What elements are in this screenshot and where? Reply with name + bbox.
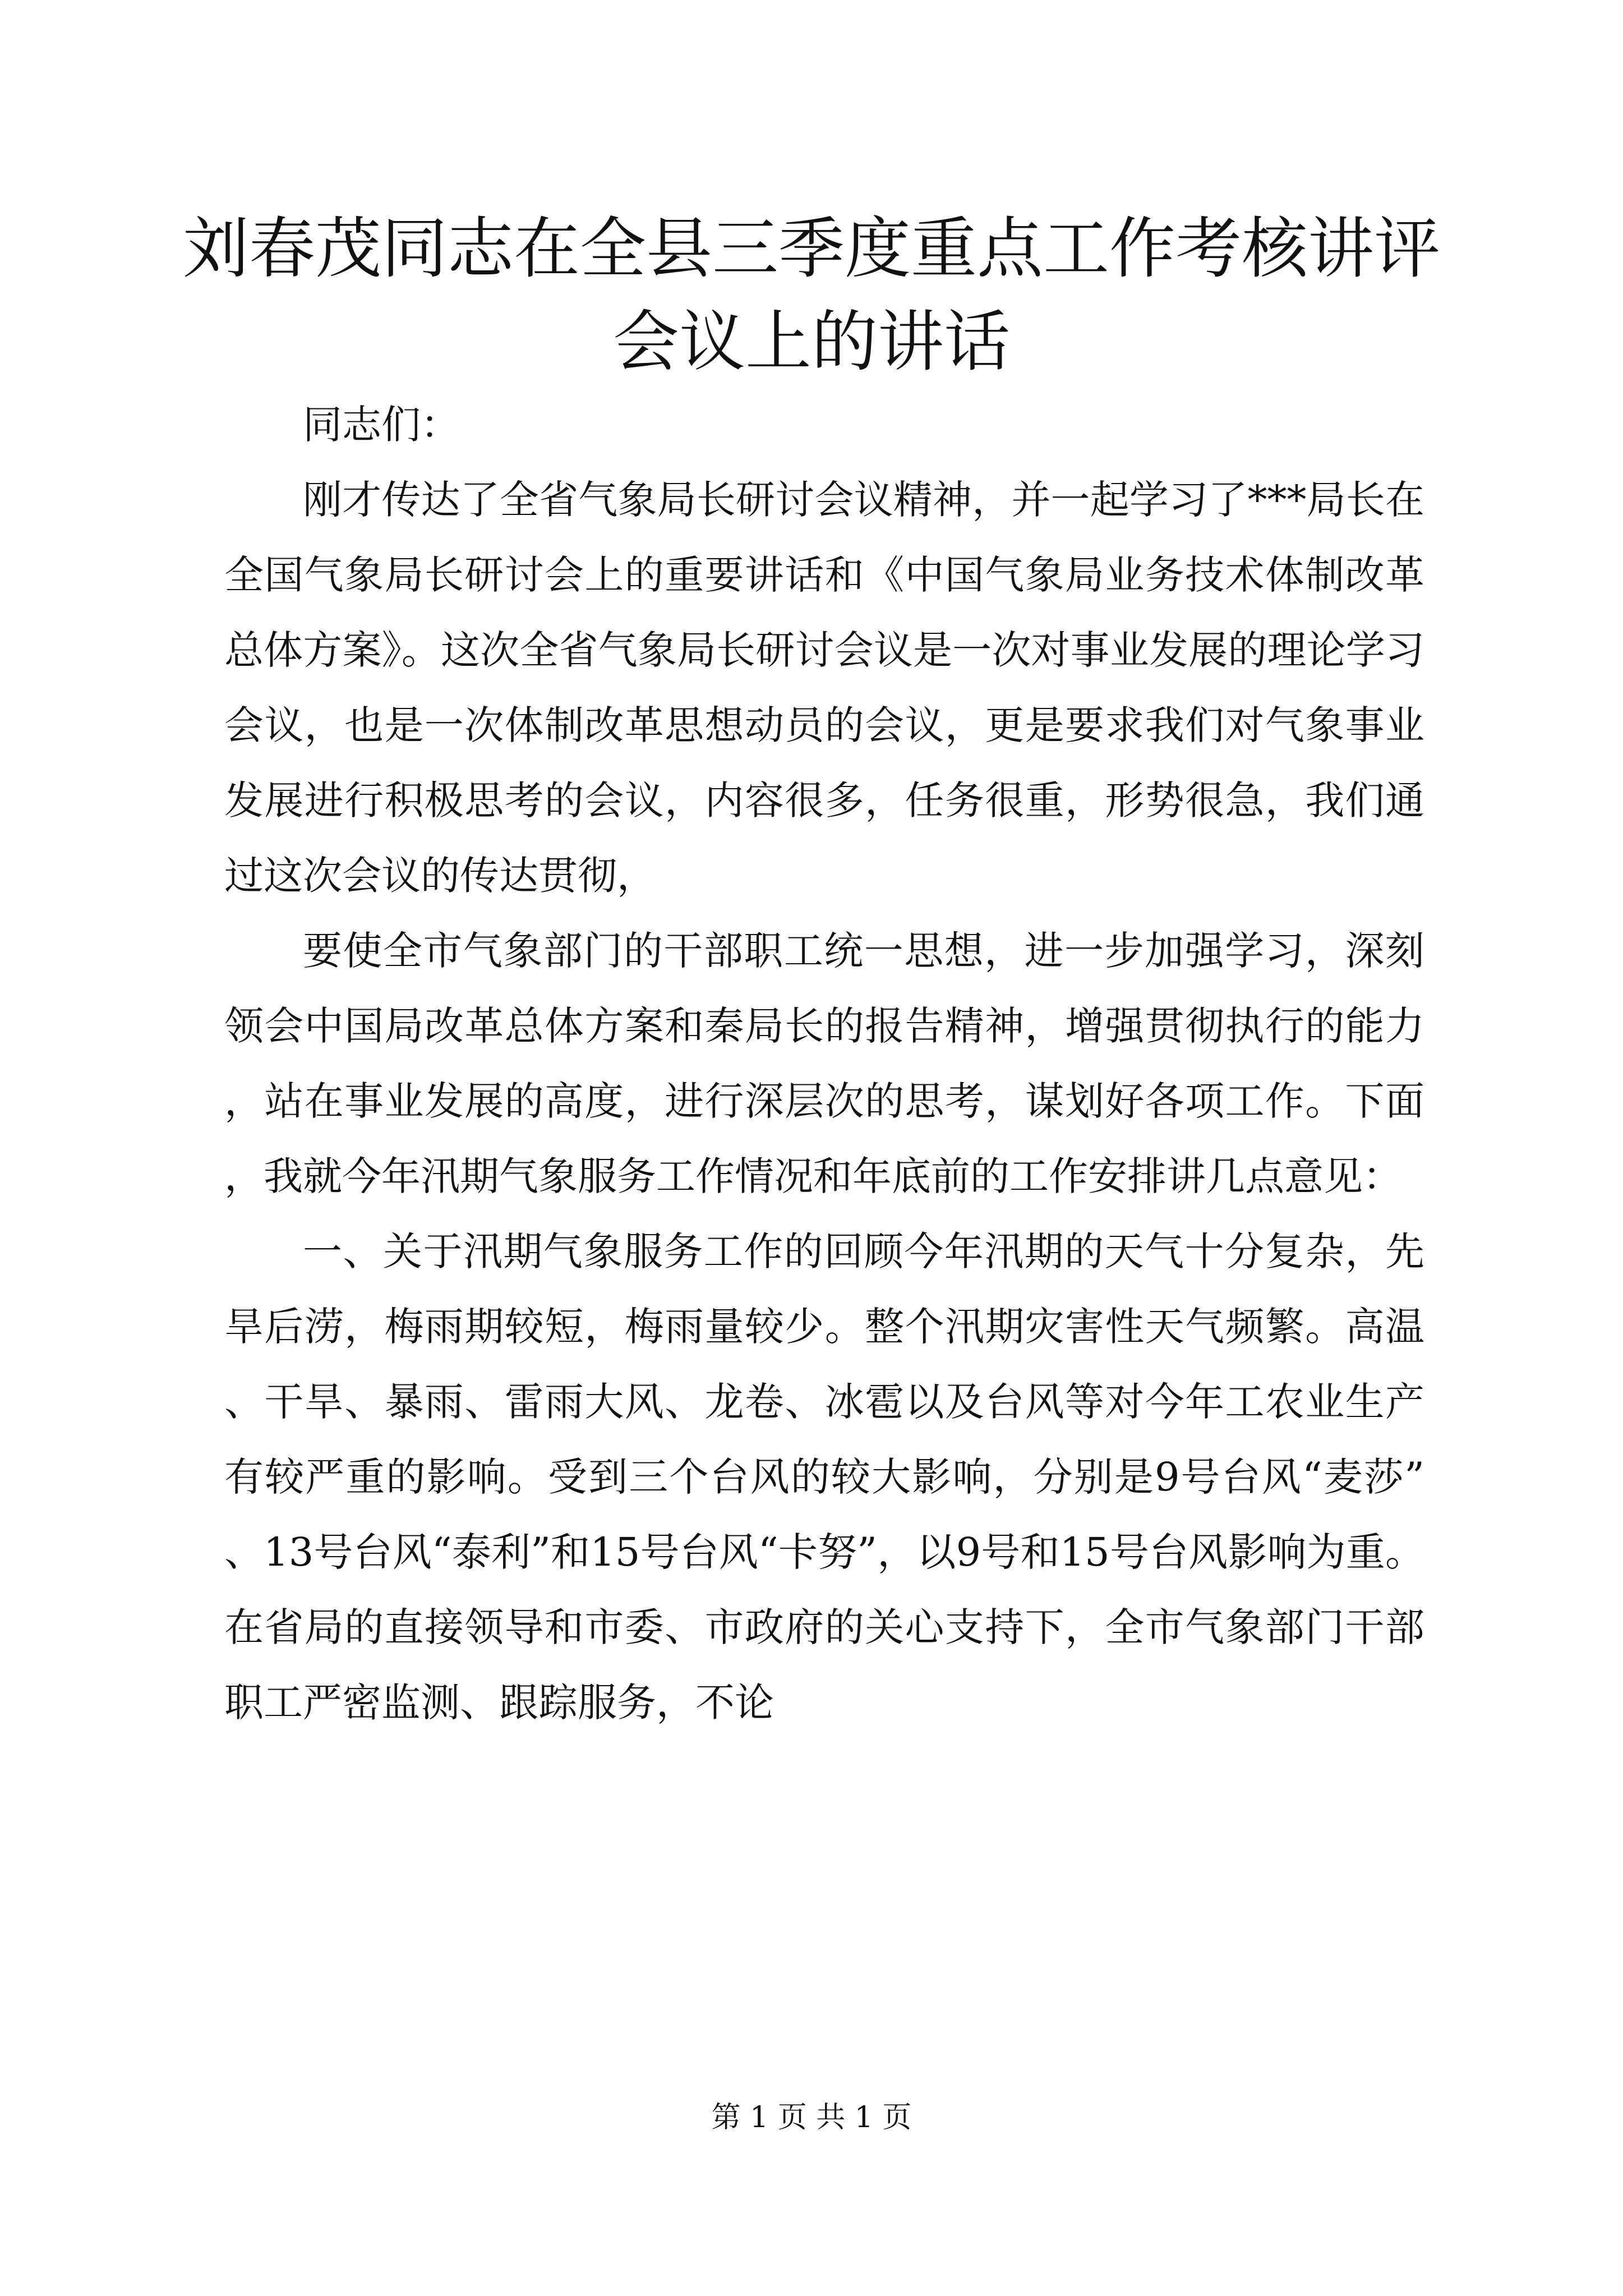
body-paragraph: 刚才传达了全省气象局长研讨会议精神，并一起学习了***局长在全国气象局长研讨会上的重要讲话和《中国气象局业务技术体制改革总体方案》。这次全省气象局长研讨会议是一次对事业发展的理论学习会议，也是一次体制改革思想动员的会议，更是要求我们对气象事业发展进行积极思考的会议，内容很多，任务很重，形势很急，我们通过这次会议的传达贯彻，: [224, 477, 1424, 899]
document-title: 刘春茂同志在全县三季度重点工作考核讲评会议上的讲话: [182, 210, 1440, 380]
salutation-paragraph: 同志们：: [303, 402, 460, 448]
body-paragraph: 要使全市气象部门的干部职工统一思想，进一步加强学习，深刻领会中国局改革总体方案和秦局长的报告精神，增强贯彻执行的能力，站在事业发展的高度，进行深层次的思考，谋划好各项工作。下面，我就今年汛期气象服务工作情况和年底前的工作安排讲几点意见：: [224, 928, 1424, 1199]
page-footer: 第 1 页 共 1 页: [711, 2101, 912, 2134]
document-body: [224, 387, 1424, 1740]
body-paragraph: 一、关于汛期气象服务工作的回顾今年汛期的天气十分复杂，先旱后涝，梅雨期较短，梅雨量较少。整个汛期灾害性天气频繁。高温、干旱、暴雨、雷雨大风、龙卷、冰雹以及台风等对今年工农业生产有较严重的影响。受到三个台风的较大影响，分别是9号台风“麦莎”、13号台风“泰利”和15号台风“卡努”，以9号和15号台风影响为重。在省局的直接领导和市委、市政府的关心支持下，全市气象部门干部职工严密监测、跟踪服务，不论: [224, 1228, 1424, 1726]
